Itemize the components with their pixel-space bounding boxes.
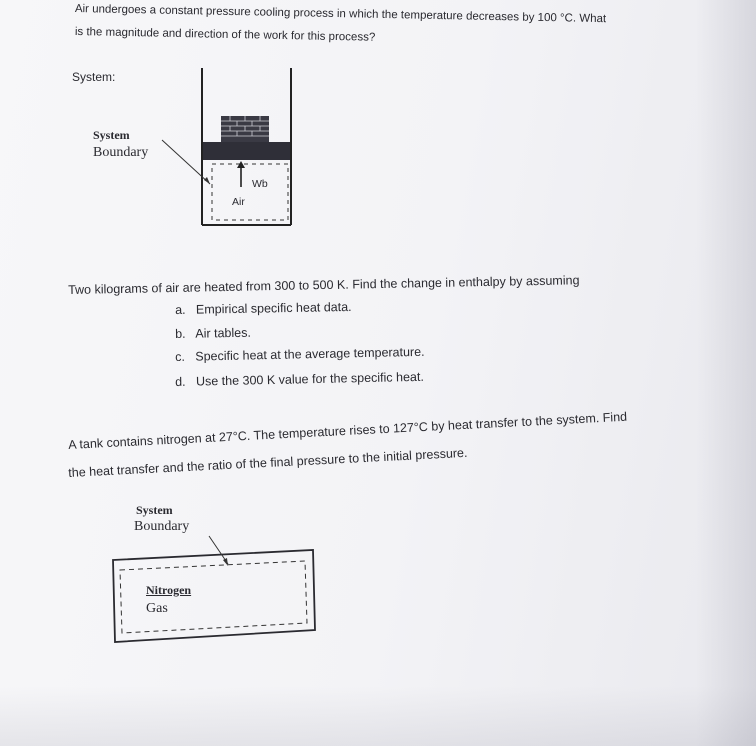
- air-label: Air: [232, 196, 245, 208]
- tank-outline: [113, 550, 315, 642]
- item-marker: b.: [175, 326, 186, 341]
- system-label: System:: [72, 70, 116, 84]
- piston-cylinder-diagram: [150, 60, 300, 230]
- piston: [203, 142, 290, 160]
- item-text: Use the 300 K value for the specific heat.: [195, 369, 425, 389]
- item-marker: c.: [175, 349, 186, 364]
- nitrogen-tank-diagram: [105, 530, 335, 660]
- item-text: Specific heat at the average temperature.: [195, 344, 425, 364]
- problem3-line2: the heat transfer and the ratio of the final pressure to the initial pressure.: [68, 445, 468, 480]
- nitrogen-label: Nitrogen: [146, 583, 192, 597]
- item-marker: d.: [175, 374, 186, 389]
- system-boundary-label-line2: Boundary: [93, 145, 149, 160]
- tank-boundary-label-line2: Boundary: [134, 519, 190, 534]
- tank-boundary-label-line1: System: [136, 503, 173, 517]
- problem3-line1: A tank contains nitrogen at 27°C. The temperature rises to 127°C by heat transfer to the system. Find: [68, 409, 628, 452]
- page-bottom-shadow: [0, 686, 756, 746]
- work-label: Wb: [252, 178, 268, 190]
- problem2-intro: Two kilograms of air are heated from 300 to 500 K. Find the change in enthalpy by assuming: [68, 273, 580, 297]
- item-text: Air tables.: [195, 325, 251, 341]
- item-text: Empirical specific heat data.: [195, 299, 352, 317]
- gas-label: Gas: [146, 601, 168, 616]
- problem2-item-b: [175, 326, 251, 341]
- problem2-item-a: [175, 300, 352, 317]
- problem1-line1: Air undergoes a constant pressure cooling process in which the temperature decreases by 100 °C. What: [74, 3, 607, 26]
- problem2-item-d: [175, 370, 424, 389]
- item-marker: a.: [175, 302, 186, 317]
- system-boundary-dashed: [212, 164, 288, 220]
- page-edge-shadow: [696, 0, 756, 746]
- system-boundary-label-line1: System: [93, 128, 130, 142]
- problem2-item-c: [175, 345, 425, 364]
- problem1-line2: is the magnitude and direction of the work for this process?: [74, 26, 376, 44]
